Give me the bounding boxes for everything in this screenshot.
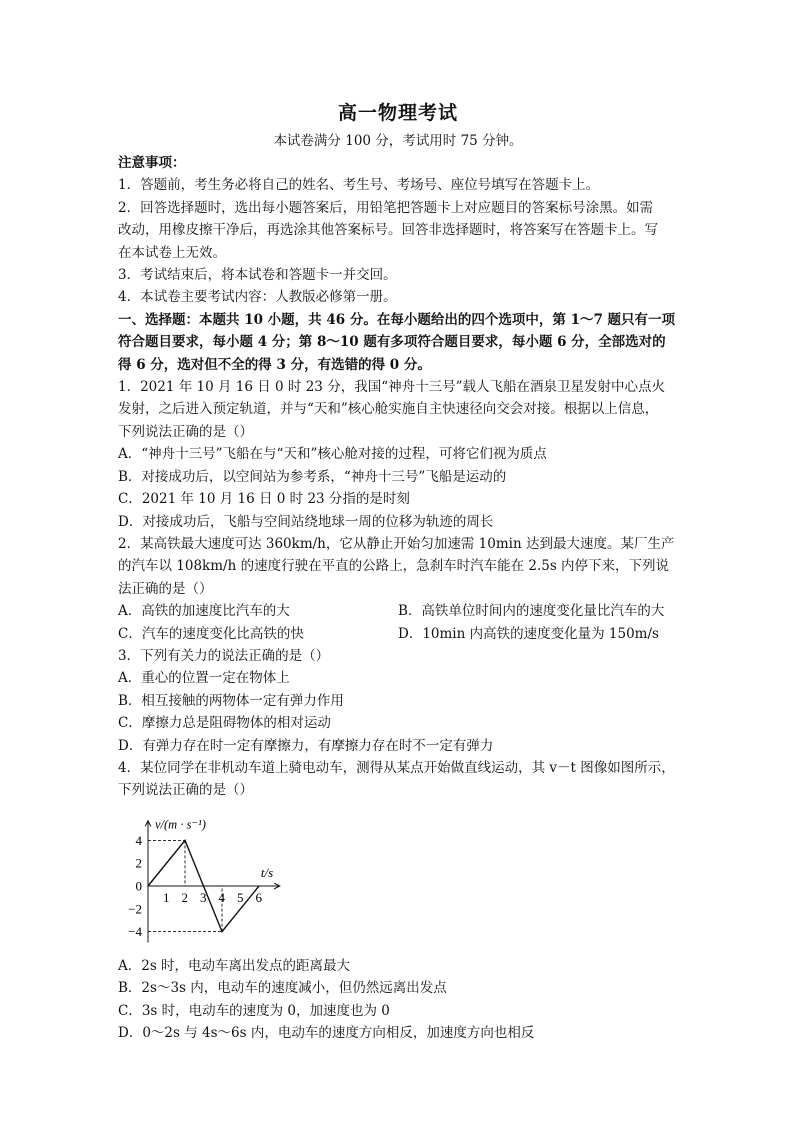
y-tick-label: 0 xyxy=(135,878,142,894)
x-tick-label: 4 xyxy=(218,889,225,905)
notice-item: 3．考试结束后，将本试卷和答题卡一并交回。 xyxy=(118,267,397,284)
question-1 xyxy=(118,376,678,533)
option-c: C．3s 时，电动车的速度为 0，加速度也为 0 xyxy=(118,1002,390,1019)
notice-item: 在本试卷上无效。 xyxy=(118,244,226,261)
option-a: A．重心的位置一定在物体上 xyxy=(118,670,290,687)
option-c: C．摩擦力总是阻碍物体的相对运动 xyxy=(118,715,331,732)
question-stem: 下列说法正确的是（） xyxy=(118,423,253,440)
notice-item: 1．答题前，考生务必将自己的姓名、考生号、考场号、座位号填写在答题卡上。 xyxy=(118,177,600,194)
x-tick-label: 3 xyxy=(200,889,207,905)
x-tick-label: 5 xyxy=(237,889,244,905)
y-tick-label: −2 xyxy=(128,901,142,917)
option-b: B．2s～3s 内，电动车的速度减小，但仍然远离出发点 xyxy=(118,980,447,997)
question-stem: 法正确的是（） xyxy=(118,580,213,597)
option-c: C．汽车的速度变化比高铁的快 xyxy=(118,625,304,642)
exam-subtitle: 本试卷满分 100 分，考试用时 75 分钟。 xyxy=(273,133,523,149)
option-b: B．相互接触的两物体一定有弹力作用 xyxy=(118,692,344,709)
notice-item: 4．本试卷主要考试内容：人教版必修第一册。 xyxy=(118,289,397,306)
question-stem: 发射，之后进入预定轨道，并与“天和”核心舱实施自主快速径向交会对接。根据以上信息， xyxy=(118,401,659,418)
question-stem: 3．下列有关力的说法正确的是（） xyxy=(118,647,330,664)
question-3 xyxy=(118,645,678,757)
exam-title: 高一物理考试 xyxy=(337,102,458,124)
option-a: A．“神舟十三号”飞船在与“天和”核心舱对接的过程，可将它们视为质点 xyxy=(118,446,547,463)
option-row xyxy=(118,623,678,645)
y-axis-label: v/(m · s⁻¹) xyxy=(155,817,206,832)
x-tick-label: 1 xyxy=(163,889,170,905)
option-row xyxy=(118,600,678,622)
y-tick-label: 4 xyxy=(135,832,142,848)
section-heading: 得 6 分，选对但不全的得 3 分，有选错的得 0 分。 xyxy=(118,356,431,373)
section-heading: 一、选择题：本题共 10 小题，共 46 分。在每小题给出的四个选项中，第 1～7 题只有一项 xyxy=(118,311,676,328)
question-stem: 4．某位同学在非机动车道上骑电动车，测得从某点开始做直线运动，其 v－t 图像如图所示， xyxy=(118,759,675,776)
question-2 xyxy=(118,533,678,645)
x-tick-label: 2 xyxy=(181,889,188,905)
vt-graph-svg xyxy=(118,808,298,953)
question-stem: 下列说法正确的是（） xyxy=(118,782,253,799)
notice-heading: 注意事项： xyxy=(118,155,186,171)
exam-page xyxy=(118,100,678,1044)
x-tick-label: 6 xyxy=(255,889,262,905)
option-d: D．10min 内高铁的速度变化量为 150m/s xyxy=(398,625,659,642)
y-tick-label: −4 xyxy=(128,923,142,939)
option-b: B．高铁单位时间内的速度变化量比汽车的大 xyxy=(398,603,665,620)
notice-item: 2．回答选择题时，选出每小题答案后，用铅笔把答题卡上对应题目的答案标号涂黑。如需 xyxy=(118,199,654,216)
question-stem: 2．某高铁最大速度可达 360km/h，它从静止开始匀加速需 10min 达到最大速度。某厂生产 xyxy=(118,535,675,552)
y-tick-label: 2 xyxy=(135,855,142,871)
question-stem: 的汽车以 108km/h 的速度行驶在平直的公路上，急刹车时汽车能在 2.5s 内停下来，下列说 xyxy=(118,558,670,575)
question-4 xyxy=(118,757,678,1044)
option-a: A．高铁的加速度比汽车的大 xyxy=(118,603,290,620)
section-heading: 符合题目要求，每小题 4 分；第 8～10 题有多项符合题目要求，每小题 6 分，全部选对的 xyxy=(118,334,666,351)
notice-item: 改动，用橡皮擦干净后，再选涂其他答案标号。回答非选择题时，将答案写在答题卡上。写 xyxy=(118,222,658,239)
option-a: A．2s 时，电动车离出发点的距离最大 xyxy=(118,957,351,974)
option-d: D．0～2s 与 4s～6s 内，电动车的速度方向相反，加速度方向也相反 xyxy=(118,1025,535,1041)
option-c: C．2021 年 10 月 16 日 0 时 23 分指的是时刻 xyxy=(118,491,410,508)
option-b: B．对接成功后，以空间站为参考系，“神舟十三号”飞船是运动的 xyxy=(118,468,507,485)
vt-graph xyxy=(118,808,678,953)
option-d: D．有弹力存在时一定有摩擦力，有摩擦力存在时不一定有弹力 xyxy=(118,737,494,754)
option-d: D．对接成功后，飞船与空间站绕地球一周的位移为轨迹的周长 xyxy=(118,513,494,530)
x-axis-label: t/s xyxy=(260,864,274,880)
question-stem: 1．2021 年 10 月 16 日 0 时 23 分，我国“神舟十三号”载人飞船在酒泉卫星发射中心点火 xyxy=(118,379,665,396)
